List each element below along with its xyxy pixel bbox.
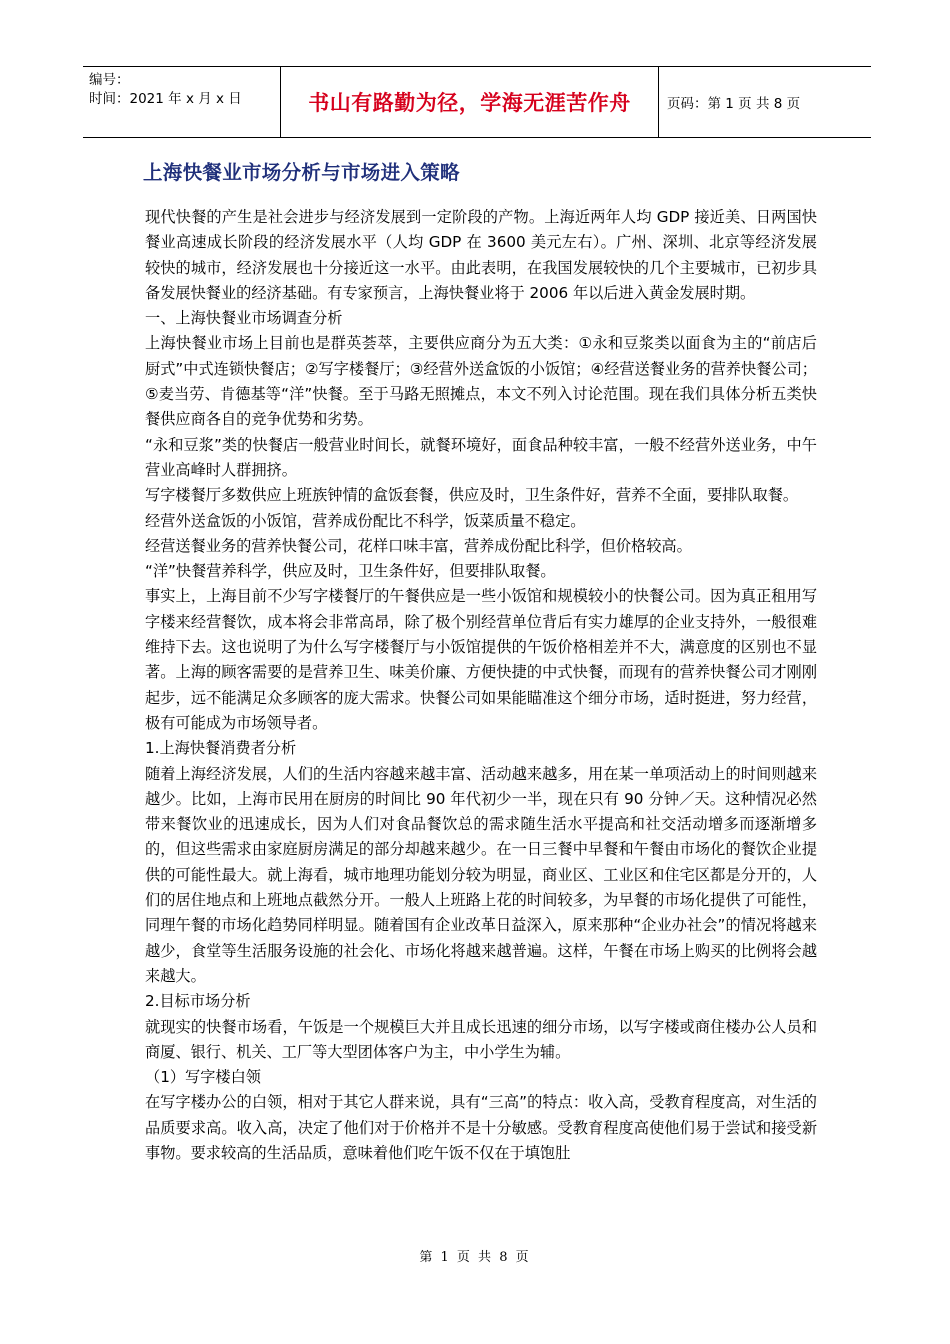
paragraph: 就现实的快餐市场看，午饭是一个规模巨大并且成长迅速的细分市场，以写字楼或商住楼办公人员和商厦、银行、机关、工厂等大型团体客户为主，中小学生为辅。 [145, 1017, 817, 1061]
subsection-heading: （1）写字楼白领 [145, 1068, 261, 1087]
paragraph: 经营送餐业务的营养快餐公司，花样口味丰富，营养成份配比科学，但价格较高。 [145, 536, 692, 555]
section-heading: 一、上海快餐业市场调查分析 [145, 309, 343, 328]
paragraph: “洋”快餐营养科学，供应及时，卫生条件好，但要排队取餐。 [145, 562, 556, 581]
paragraph: 经营外送盒饭的小饭馆，营养成份配比不科学，饭菜质量不稳定。 [145, 511, 586, 530]
page-header [83, 66, 871, 138]
paragraph: 上海快餐业市场上目前也是群英荟萃，主要供应商分为五大类：①永和豆浆类以面食为主的“前店后厨式”中式连锁快餐店；②写字楼餐厅；③经营外送盒饭的小饭馆；④经营送餐业务的营养快餐公司；⑤麦当劳、肯德基等“洋”快餐。至于马路无照摊点，本文不列入讨论范围。现在我们具体分析五类快餐供应商各自的竞争优势和劣势。 [145, 334, 817, 429]
paragraph: 在写字楼办公的白领，相对于其它人群来说，具有“三高”的特点：收入高，受教育程度高，对生活的品质要求高。收入高，决定了他们对于价格并不是十分敏感。受教育程度高使他们易于尝试和接受新事物。要求较高的生活品质，意味着他们吃午饭不仅在于填饱肚 [145, 1093, 817, 1162]
paragraph: 写字楼餐厅多数供应上班族钟情的盒饭套餐，供应及时，卫生条件好，营养不全面，要排队取餐。 [145, 486, 799, 505]
header-motto-cell [281, 67, 659, 137]
page-footer: 第 1 页 共 8 页 [419, 1250, 531, 1265]
document-number: 编号： [89, 72, 130, 88]
document-date: 时间：2021 年 x 月 x 日 [89, 91, 242, 107]
paragraph: “永和豆浆”类的快餐店一般营业时间长，就餐环境好，面食品种较丰富，一般不经营外送业务，中午营业高峰时人群拥挤。 [145, 435, 817, 479]
paragraph: 事实上，上海目前不少写字楼餐厅的午餐供应是一些小饭馆和规模较小的快餐公司。因为真正租用写字楼来经营餐饮，成本将会非常高昂，除了极个别经营单位背后有实力雄厚的企业支持外，一般很难维持下去。这也说明了为什么写字楼餐厅与小饭馆提供的午饭价格相差并不大，满意度的区别也不显著。上海的顾客需要的是营养卫生、味美价廉、方便快捷的中式快餐，而现有的营养快餐公司才刚刚起步，远不能满足众多顾客的庞大需求。快餐公司如果能瞄准这个细分市场，适时挺进，努力经营，极有可能成为市场领导者。 [145, 587, 817, 732]
header-page-number: 页码：第 1 页 共 8 页 [667, 96, 801, 112]
paragraph: 现代快餐的产生是社会进步与经济发展到一定阶段的产物。上海近两年人均 GDP 接近美、日两国快餐业高速成长阶段的经济发展水平（人均 GDP 在 3600 美元左右）。广州、深圳、北京等经济发展较快的城市，经济发展也十分接近这一水平。由此表明，在我国发展较快的几个主要城市，已初步具备发展快餐业的经济基础。有专家预言，上海快餐业将于 2006 年以后进入黄金发展时期。 [145, 208, 817, 302]
section-heading: 1.上海快餐消费者分析 [145, 739, 297, 758]
document-title: 上海快餐业市场分析与市场进入策略 [143, 161, 460, 184]
header-motto: 书山有路勤为径，学海无涯苦作舟 [308, 91, 631, 115]
paragraph: 随着上海经济发展，人们的生活内容越来越丰富、活动越来越多，用在某一单项活动上的时间则越来越少。比如，上海市民用在厨房的时间比 90 年代初少一半，现在只有 90 分钟／天。这种情况必然带来餐饮业的迅速成长，因为人们对食品餐饮总的需求随生活水平提高和社交活动增多而逐渐增多的，但这些需求由家庭厨房满足的部分却越来越少。在一日三餐中早餐和午餐由市场化的餐饮企业提供的可能性最大。就上海看，城市地理功能划分较为明显，商业区、工业区和住宅区都是分开的，人们的居住地点和上班地点截然分开。一般人上班路上花的时间较多，为早餐的市场化提供了可能性，同理午餐的市场化趋势同样明显。随着国有企业改革日益深入，原来那种“企业办社会”的情况将越来越少，食堂等生活服务设施的社会化、市场化将越来越普遍。这样，午餐在市场上购买的比例将会越来越大。 [145, 764, 817, 985]
document-body [145, 205, 817, 1166]
section-heading: 2.目标市场分析 [145, 992, 251, 1011]
header-meta [83, 67, 281, 137]
